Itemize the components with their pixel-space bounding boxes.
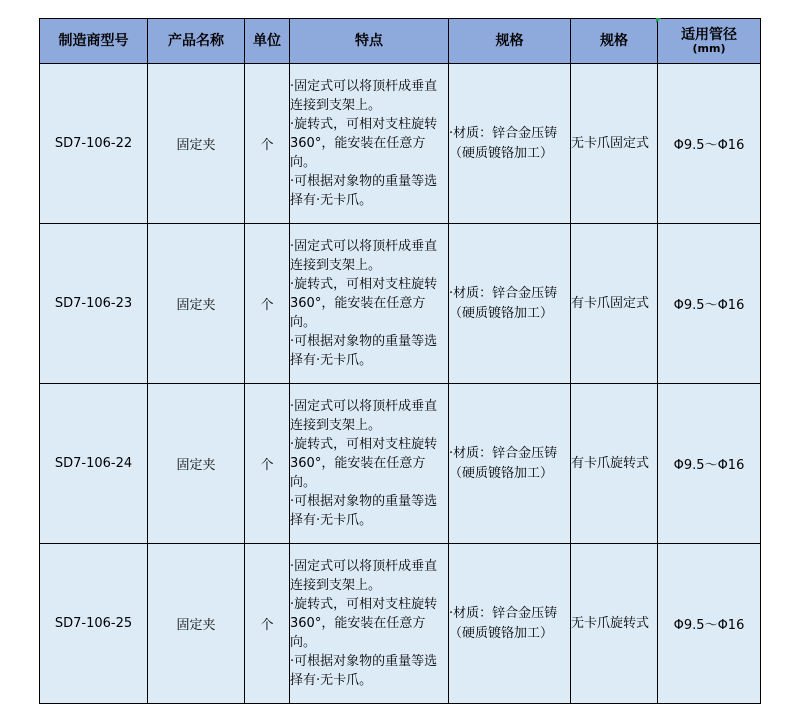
cell-pipe-diameter[interactable]: Φ9.5～Φ16: [658, 384, 761, 544]
header-features[interactable]: 特点: [290, 19, 449, 64]
product-spec-table: [39, 18, 761, 704]
cell-pipe-diameter[interactable]: Φ9.5～Φ16: [658, 544, 761, 704]
cell-material[interactable]: ·材质：锌合金压铸（硬质镀铬加工）: [449, 544, 571, 704]
cell-unit[interactable]: 个: [245, 224, 290, 384]
cell-features[interactable]: ·固定式可以将顶杆成垂直连接到支架上。 ·旋转式，可相对支柱旋转360°，能安装在任意方向。 ·可根据对象物的重量等选择有·无卡爪。: [290, 544, 449, 704]
cell-type[interactable]: 有卡爪固定式: [571, 224, 658, 384]
cell-product-name[interactable]: 固定夹: [148, 224, 245, 384]
cell-unit[interactable]: 个: [245, 544, 290, 704]
table-row: [40, 384, 761, 544]
cell-model[interactable]: SD7-106-24: [40, 384, 148, 544]
cell-model[interactable]: SD7-106-22: [40, 64, 148, 224]
cell-pipe-diameter[interactable]: Φ9.5～Φ16: [658, 224, 761, 384]
cell-unit[interactable]: 个: [245, 64, 290, 224]
cell-material[interactable]: ·材质：锌合金压铸（硬质镀铬加工）: [449, 384, 571, 544]
header-spec-type[interactable]: 规格: [571, 19, 658, 64]
cell-product-name[interactable]: 固定夹: [148, 544, 245, 704]
table-row: [40, 224, 761, 384]
cell-type[interactable]: 无卡爪旋转式: [571, 544, 658, 704]
header-product-name[interactable]: 产品名称: [148, 19, 245, 64]
header-pipe-diameter-unit: (mm): [692, 42, 726, 55]
cell-unit[interactable]: 个: [245, 384, 290, 544]
comment-indicator-icon: [656, 18, 661, 23]
cell-product-name[interactable]: 固定夹: [148, 384, 245, 544]
cell-model[interactable]: SD7-106-25: [40, 544, 148, 704]
header-unit[interactable]: 单位: [245, 19, 290, 64]
cell-type[interactable]: 无卡爪固定式: [571, 64, 658, 224]
cell-material[interactable]: ·材质：锌合金压铸（硬质镀铬加工）: [449, 64, 571, 224]
cell-type[interactable]: 有卡爪旋转式: [571, 384, 658, 544]
table-row: [40, 64, 761, 224]
cell-pipe-diameter[interactable]: Φ9.5～Φ16: [658, 64, 761, 224]
table-row: [40, 544, 761, 704]
header-pipe-diameter-label: 适用管径: [681, 27, 737, 43]
cell-material[interactable]: ·材质：锌合金压铸（硬质镀铬加工）: [449, 224, 571, 384]
cell-features[interactable]: ·固定式可以将顶杆成垂直连接到支架上。 ·旋转式，可相对支柱旋转360°，能安装在任意方向。 ·可根据对象物的重量等选择有·无卡爪。: [290, 384, 449, 544]
header-spec-material[interactable]: 规格: [449, 19, 571, 64]
cell-features[interactable]: ·固定式可以将顶杆成垂直连接到支架上。 ·旋转式，可相对支柱旋转360°，能安装在任意方向。 ·可根据对象物的重量等选择有·无卡爪。: [290, 224, 449, 384]
cell-product-name[interactable]: 固定夹: [148, 64, 245, 224]
header-model[interactable]: 制造商型号: [40, 19, 148, 64]
cell-model[interactable]: SD7-106-23: [40, 224, 148, 384]
header-pipe-diameter[interactable]: [658, 19, 761, 64]
header-row: [40, 19, 761, 64]
cell-features[interactable]: ·固定式可以将顶杆成垂直连接到支架上。 ·旋转式，可相对支柱旋转360°，能安装在任意方向。 ·可根据对象物的重量等选择有·无卡爪。: [290, 64, 449, 224]
